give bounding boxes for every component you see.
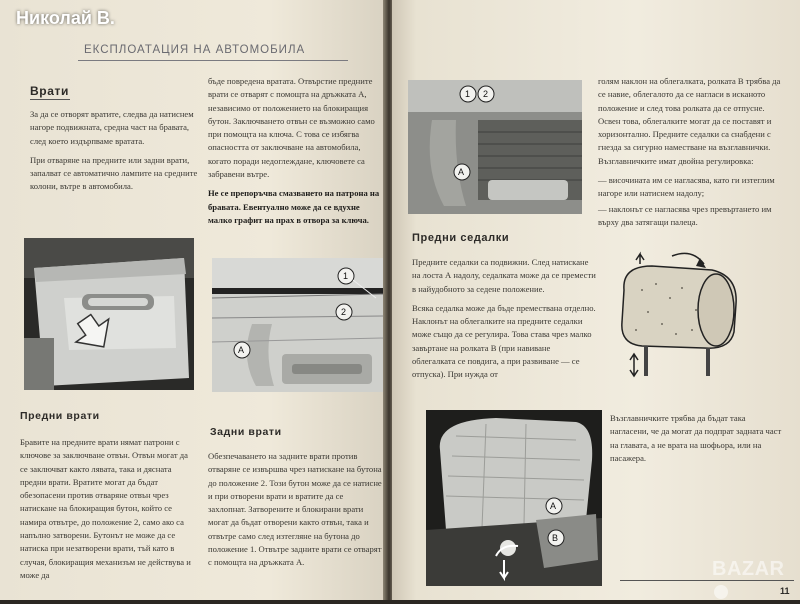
callout-seat-b: В: [552, 533, 559, 543]
right-col2-text: [598, 75, 784, 235]
doors-text: [30, 108, 198, 200]
front-doors-paragraph: Бравите на предните врати нямат патрони с ключове за заключване отвън. Отвън могат да се заключват както лявата, така и дясната предни врати. Вратите могат да бъдат обезопасени против отваряне отвън чрез натискане на блокиращия бутон, който се намира отвътре, до положение 2, само ако са напълно затворени. Бутонът не може да се натиска при незатворени врати, тъй като в случая, блокиращия механизъм не действува и може да: [20, 437, 191, 580]
callout-seat-a: А: [550, 501, 557, 511]
headrest-illustration: [612, 250, 744, 380]
doors-paragraph-2: При отваряне на предните или задни врати, запалват се автоматично лампите на средните колони, вътре в автомобила.: [30, 154, 198, 192]
front-seats-paragraph-1: Предните седалки са подвижни. След натискане на лоста А надолу, седалката може да се премести в найудобното за седене положение.: [412, 257, 596, 294]
right-col2-paragraph: голям наклон на облегалката, ролката В трябва да се навие, облегалото да се нагласи в исканото положение и след това ролката да се отпусне. Освен това, облегалките могат да се поставят и хоризонтално. Предните седалки са снабдени с гнезда за сигурно наместване на възглавнички. Възглавничките имат двойна регулировка:: [598, 76, 781, 166]
heading-front-seats: Предни седалки: [412, 232, 510, 244]
heading-rear-doors: Задни врати: [210, 426, 282, 438]
col2-paragraph: бъде повредена вратата. Отвърстие предните врати се отварят с помощта на дръжката А, независимо от положението на блокиращия бутон. Заключването отвън се възможно само при помощта на ключа. С това се избягва опасността от заключване на автомобила, когато поради недоглеждане, ключовете са забравени вътре.: [208, 76, 375, 180]
left-col2-text: [208, 75, 380, 233]
right-page: [392, 0, 800, 600]
callout-2-right: 2: [483, 89, 489, 99]
door-trim-photo: [212, 258, 384, 392]
headrest-note-text: [610, 412, 786, 471]
callout-a-right: А: [458, 167, 465, 177]
section-banner: ЕКСПЛОАТАЦИЯ НА АВТОМОБИЛА: [84, 44, 306, 56]
col2-bold-paragraph: Не се препоръчва смазването на патрона на бравата. Евентуално може да се вдухне малко графит на прах в отвора за ключа.: [208, 188, 380, 225]
front-seats-paragraph-2: Всяка седалка може да бъде премествана отделно. Наклонът на облегалките на предните седалки може също да се регулира. Това става чрез малко завъртане на ролката В (при навиване облегалката се повдига, а при развиване — се отпуска). При нужда от: [412, 302, 596, 380]
door-interior-photo: [408, 80, 582, 214]
callout-2: 2: [341, 307, 347, 317]
headrest-note: Възглавничките трябва да бъдат така нагласени, че да могат да подпрат задната част на главата, а не врата на шофьора, или на пасажера.: [610, 413, 782, 463]
heading-underline: [30, 99, 70, 100]
heading-doors: Врати: [30, 84, 69, 98]
left-page: [0, 0, 386, 600]
watermark-text: BAZAR: [712, 558, 785, 580]
callout-a: А: [238, 345, 245, 355]
doors-paragraph-1: За да се отворят вратите, следва да натиснем нагоре подвижната, средна част на бравата, след което издърпваме вратата.: [30, 109, 194, 146]
callout-1-right: 1: [465, 89, 471, 99]
door-handle-photo: [24, 238, 194, 390]
front-seats-text: [412, 256, 596, 388]
front-doors-text: [20, 436, 192, 588]
headrest-bullet-2: — наклонът се нагласява чрез превъртането им върху два затягащи палеца.: [598, 203, 772, 227]
seat-photo: [426, 410, 602, 586]
watermark-dot-icon: [714, 585, 728, 599]
heading-front-doors: Предни врати: [20, 410, 100, 422]
page-number: 11: [780, 586, 790, 596]
banner-rule: [78, 60, 348, 61]
callout-1: 1: [343, 271, 349, 281]
rear-doors-paragraph: Обезпечаването на задните врати против отваряне се извършва чрез натискане на бутона до положение 2. Този бутон може да се натисне и при отворени врати и вратите да се захлопнат. Затворените и блокирани врати могат да бъдат отворени както отвън, така и отвътре само след изтегляне на бутона до положение 1. Отвътре задните врати се отварят с помощта на дръжката А.: [208, 451, 382, 568]
rear-doors-text: [208, 450, 382, 576]
watermark-logo: [712, 558, 800, 604]
headrest-bullet-1: — височината им се нагласява, като ги изтеглим нагоре или натиснем надолу;: [598, 175, 775, 199]
author-overlay: Николай В.: [16, 8, 115, 28]
